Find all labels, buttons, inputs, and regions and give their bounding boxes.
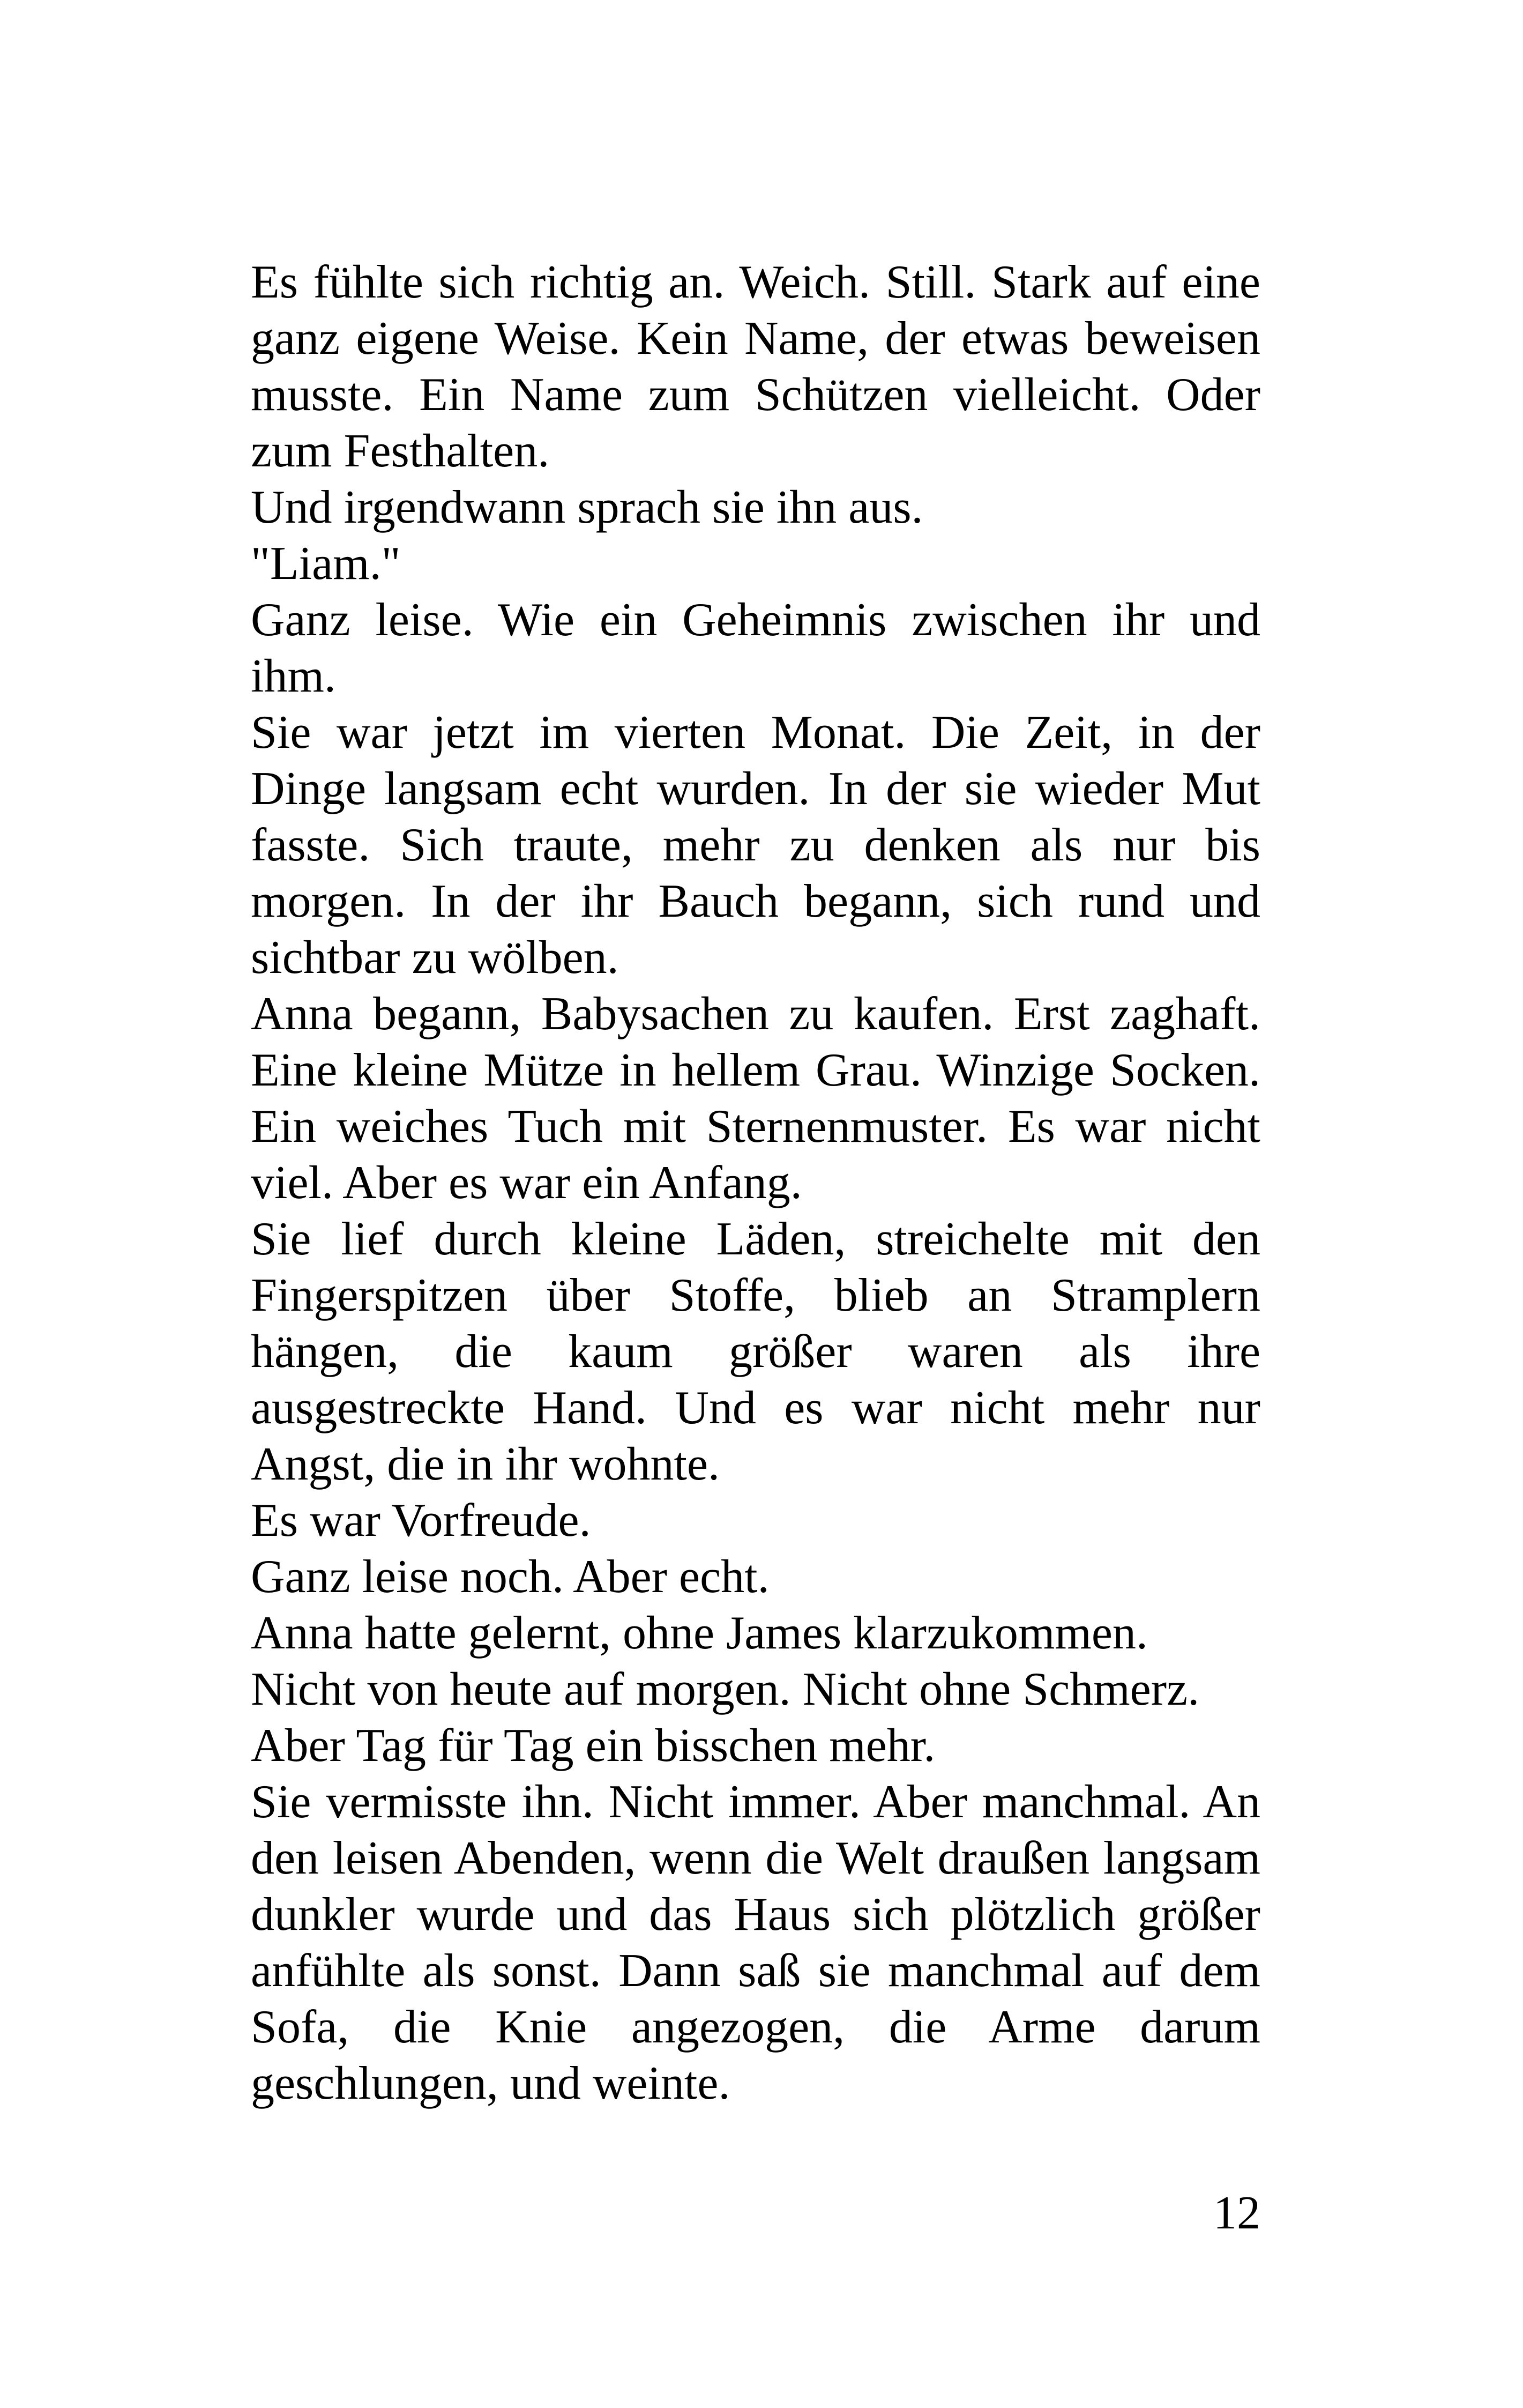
- paragraph: Und irgendwann sprach sie ihn aus.: [251, 481, 923, 533]
- page-number: 12: [1213, 2187, 1260, 2239]
- paragraph: "Liam.": [251, 538, 401, 590]
- paragraph: Aber Tag für Tag ein bisschen mehr.: [251, 1720, 936, 1772]
- paragraph: Sie vermisste ihn. Nicht immer. Aber manchmal. An den leisen Abenden, wenn die Welt draußen langsam dunkler wurde und das Haus sich plötzlich größer anfühlte als sonst. Dann saß sie manchmal auf dem Sofa, die Knie angezogen, die Arme darum geschlungen, und weinte.: [251, 1776, 1260, 2109]
- paragraph: Sie lief durch kleine Läden, streichelte mit den Fingerspitzen über Stoffe, blieb an Stramplern hängen, die kaum größer waren als ihre ausgestreckte Hand. Und es war nicht mehr nur Angst, die in ihr wohnte.: [251, 1213, 1260, 1490]
- paragraph: Anna begann, Babysachen zu kaufen. Erst zaghaft. Eine kleine Mütze in hellem Grau. Winzige Socken. Ein weiches Tuch mit Sternenmuster. Es war nicht viel. Aber es war ein Anfang.: [251, 988, 1260, 1209]
- paragraph: Ganz leise noch. Aber echt.: [251, 1551, 770, 1603]
- paragraph: Es fühlte sich richtig an. Weich. Still. Stark auf eine ganz eigene Weise. Kein Name, der etwas beweisen musste. Ein Name zum Schützen vielleicht. Oder zum Festhalten.: [251, 256, 1260, 477]
- paragraph: Anna hatte gelernt, ohne James klarzukommen.: [251, 1607, 1148, 1659]
- paragraph: Nicht von heute auf morgen. Nicht ohne Schmerz.: [251, 1663, 1200, 1715]
- body-text: [251, 254, 1260, 2112]
- paragraph: Sie war jetzt im vierten Monat. Die Zeit, in der Dinge langsam echt wurden. In der sie wieder Mut fasste. Sich traute, mehr zu denken als nur bis morgen. In der ihr Bauch begann, sich rund und sichtbar zu wölben.: [251, 707, 1260, 984]
- paragraph: Ganz leise. Wie ein Geheimnis zwischen ihr und ihm.: [251, 594, 1260, 702]
- paragraph: Es war Vorfreude.: [251, 1495, 591, 1547]
